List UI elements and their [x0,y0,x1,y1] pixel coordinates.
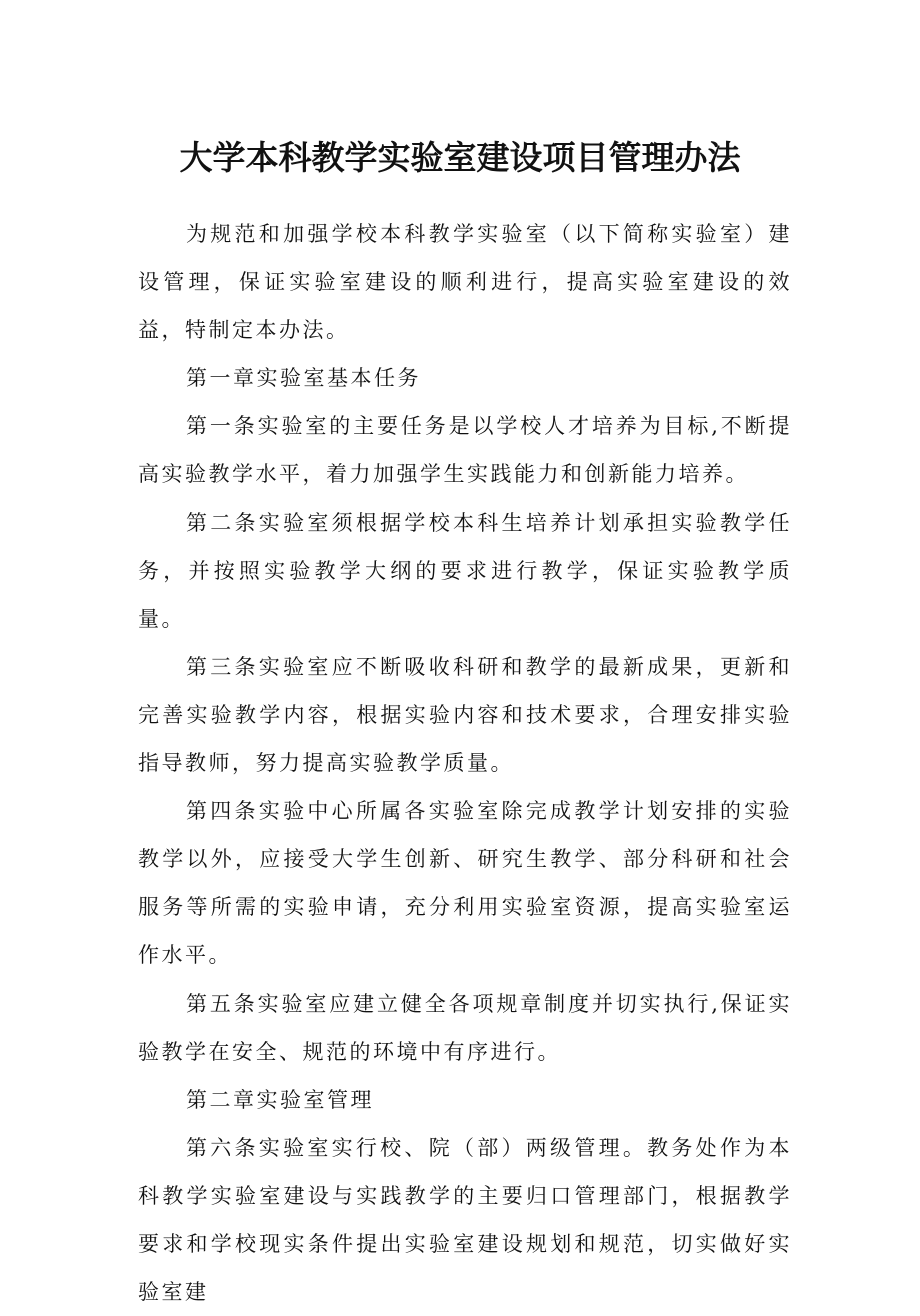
article-4: 第四条实验中心所属各实验室除完成教学计划安排的实验教学以外，应接受大学生创新、研究生教学、部分科研和社会服务等所需的实验申请，充分利用实验室资源，提高实验室运作水平。 [138,799,792,968]
article-1: 第一条实验室的主要任务是以学校人才培养为目标,不断提高实验教学水平，着力加强学生实践能力和创新能力培养。 [138,414,792,487]
paragraph-preamble: 为规范和加强学校本科教学实验室（以下简称实验室）建设管理，保证实验室建设的顺利进行，提高实验室建设的效益，特制定本办法。 [138,222,792,343]
article-5: 第五条实验室应建立健全各项规章制度并切实执行,保证实验教学在安全、规范的环境中有序进行。 [138,991,792,1064]
chapter-heading-2: 第二章实验室管理 [186,1087,374,1112]
document-title: 大学本科教学实验室建设项目管理办法 [179,138,741,177]
article-6: 第六条实验室实行校、院（部）两级管理。教务处作为本科教学实验室建设与实践教学的主要归口管理部门，根据教学要求和学校现实条件提出实验室建设规划和规范，切实做好实验室建 [138,1135,792,1305]
chapter-heading-1: 第一章实验室基本任务 [186,366,421,391]
article-3: 第三条实验室应不断吸收科研和教学的最新成果，更新和完善实验教学内容，根据实验内容和技术要求，合理安排实验指导教师，努力提高实验教学质量。 [138,654,792,776]
article-2: 第二条实验室须根据学校本科生培养计划承担实验教学任务，并按照实验教学大纲的要求进行教学，保证实验教学质量。 [138,510,792,631]
document-body [138,210,792,1316]
